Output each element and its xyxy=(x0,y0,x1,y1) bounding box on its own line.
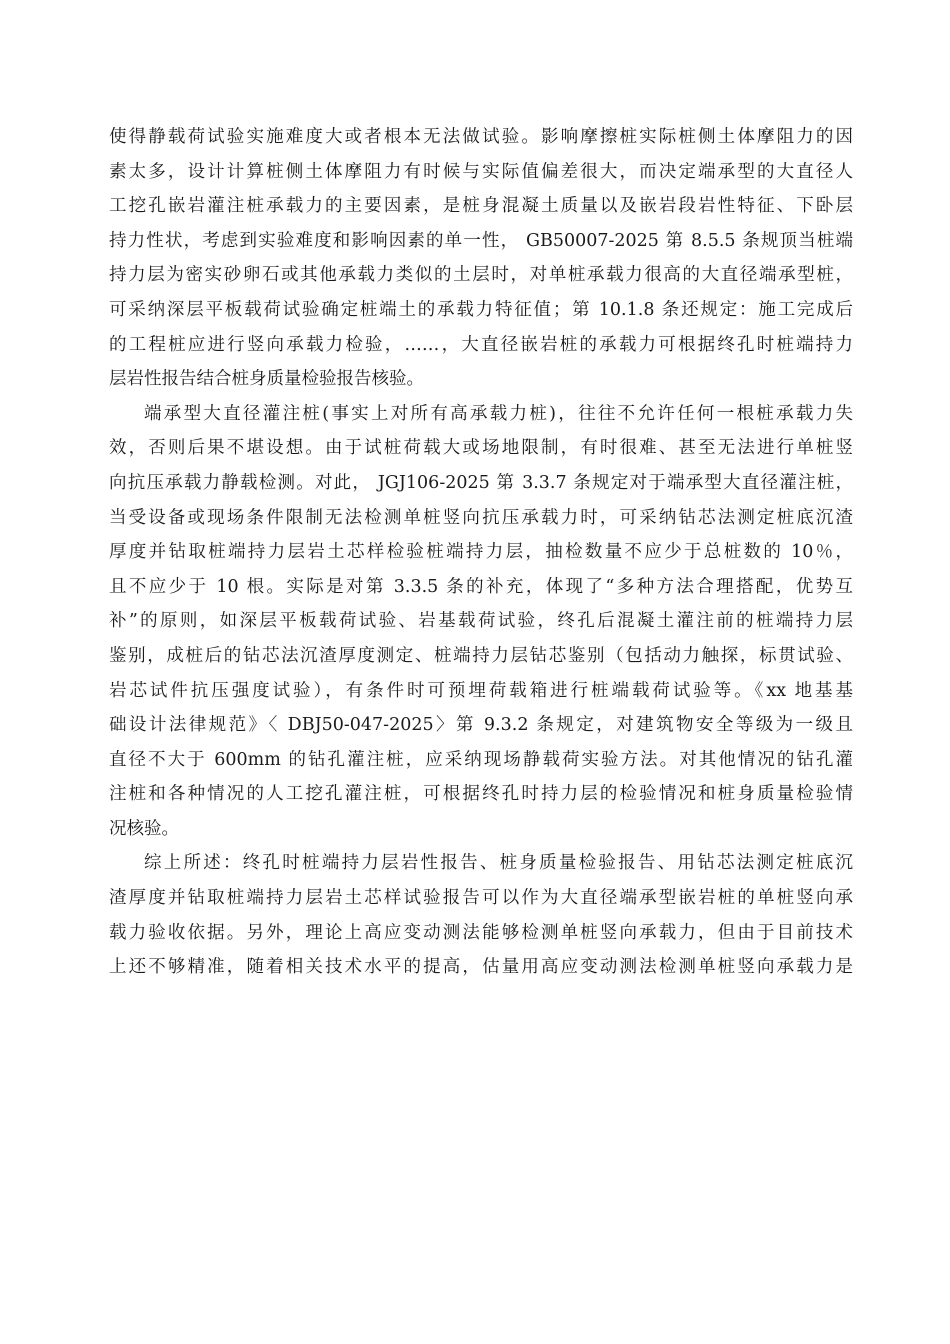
paragraph-2-line-13: 况核验。 xyxy=(109,818,179,839)
paragraph-2-line-4: 当受设备或现场条件限制无法检测单桩竖向抗压承载力时，可采纳钻芯法测定桩底沉渣 xyxy=(109,507,853,528)
paragraph-2-line-3: 向抗压承载力静载检测。对此， JGJ106-2025 第 3.3.7 条规定对于端承型大直径灌注桩， xyxy=(109,472,853,493)
paragraph-1-line-7: 的工程桩应进行竖向承载力检验，……，大直径嵌岩桩的承载力可根据终孔时桩端持力 xyxy=(109,334,853,355)
paragraph-1-line-5: 持力层为密实砂卵石或其他承载力类似的土层时，对单桩承载力很高的大直径端承型桩， xyxy=(109,265,853,286)
paragraph-1-line-1: 使得静载荷试验实施难度大或者根本无法做试验。影响摩擦桩实际桩侧土体摩阻力的因 xyxy=(109,127,853,147)
paragraph-1-line-4: 持力性状，考虑到实验难度和影响因素的单一性， GB50007-2025 第 8.5.5 条规顶当桩端 xyxy=(109,230,853,251)
paragraph-3-line-3: 载力验收依据。另外，理论上高应变动测法能够检测单桩竖向承载力，但由于目前技术 xyxy=(109,922,853,943)
paragraph-2-line-2: 效，否则后果不堪设想。由于试桩荷载大或场地限制，有时很难、甚至无法进行单桩竖 xyxy=(109,438,853,459)
paragraph-2-line-1: 端承型大直径灌注桩(事实上对所有高承载力桩)，往往不允许任何一根桩承载力失 xyxy=(144,403,853,424)
paragraph-1-line-3: 工挖孔嵌岩灌注桩承载力的主要因素，是桩身混凝土质量以及嵌岩段岩性特征、下卧层 xyxy=(109,196,853,217)
paragraph-1-line-2: 素太多，设计计算桩侧土体摩阻力有时候与实际值偏差很大，而决定端承型的大直径人 xyxy=(109,161,853,182)
paragraph-2-line-8: 鉴别，成桩后的钻芯法沉渣厚度测定、桩端持力层钻芯鉴别（包括动力触探，标贯试验、 xyxy=(109,645,853,666)
paragraph-2-line-9: 岩芯试件抗压强度试验），有条件时可预埋荷载箱进行桩端载荷试验等。《xx 地基基 xyxy=(109,680,853,701)
paragraph-2-line-7: 补”的原则，如深层平板载荷试验、岩基载荷试验，终孔后混凝土灌注前的桩端持力层 xyxy=(109,611,853,632)
paragraph-2-line-6: 且不应少于 10 根。实际是对第 3.3.5 条的补充，体现了“多种方法合理搭配，优势互 xyxy=(109,576,853,597)
document-body xyxy=(109,120,853,985)
paragraph-2-line-12: 注桩和各种情况的人工挖孔灌注桩，可根据终孔时持力层的检验情况和桩身质量检验情 xyxy=(109,784,853,805)
paragraph-2-line-10: 础设计法律规范》〈 DBJ50-047-2025〉第 9.3.2 条规定，对建筑物安全等级为一级且 xyxy=(109,715,853,736)
paragraph-3-line-1: 综上所述：终孔时桩端持力层岩性报告、桩身质量检验报告、用钻芯法测定桩底沉 xyxy=(144,853,853,874)
paragraph-2-line-11: 直径不大于 600mm 的钻孔灌注桩，应采纳现场静载荷实验方法。对其他情况的钻孔灌 xyxy=(109,749,853,770)
paragraph-1-line-8: 层岩性报告结合桩身质量检验报告核验。 xyxy=(109,369,424,390)
paragraph-1-line-6: 可采纳深层平板载荷试验确定桩端土的承载力特征值；第 10.1.8 条还规定：施工完成后 xyxy=(109,299,853,320)
paragraph-3-line-4: 上还不够精准，随着相关技术水平的提高，估量用高应变动测法检测单桩竖向承载力是 xyxy=(109,957,853,978)
paragraph-3-line-2: 渣厚度并钻取桩端持力层岩土芯样试验报告可以作为大直径端承型嵌岩桩的单桩竖向承 xyxy=(109,888,853,909)
paragraph-2-line-5: 厚度并钻取桩端持力层岩土芯样检验桩端持力层，抽检数量不应少于总桩数的 10％， xyxy=(109,542,853,563)
